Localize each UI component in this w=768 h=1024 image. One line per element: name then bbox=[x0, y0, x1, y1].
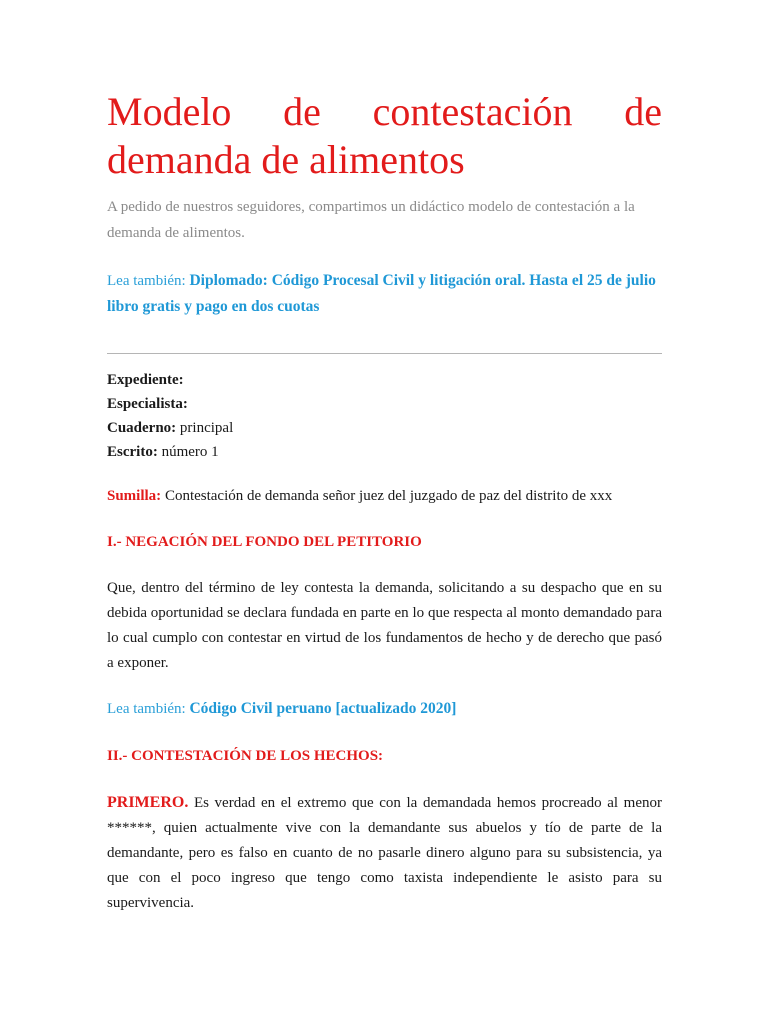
sumilla-row bbox=[107, 484, 662, 508]
sumilla-label: Sumilla: bbox=[107, 488, 162, 504]
title-word: de bbox=[624, 89, 662, 134]
section-2-heading: II.- CONTESTACIÓN DE LOS HECHOS: bbox=[107, 748, 384, 764]
escrito-value: número 1 bbox=[157, 444, 219, 460]
section-2-primero bbox=[107, 790, 662, 916]
title-line-1 bbox=[107, 88, 662, 136]
primero-body: Es verdad en el extremo que con la demandada hemos procreado al menor ******, quien actualmente vive con la demandante sus abuelos y tío de parte de la demandante, pero es falso en cuanto de no pasarle dinero alguno para su subsistencia, ya que con el poco ingreso que tengo como taxista independiente le asisto para su supervivencia. bbox=[107, 795, 662, 911]
section-1-body: Que, dentro del término de ley contesta la demanda, solicitando a su despacho que en su debida oportunidad se declara fundada en parte en lo que respecta al monto demandado para lo cual cumplo con contestar en virtud de los fundamentos de hecho y de derecho que pasó a exponer. bbox=[107, 580, 662, 671]
cuaderno-label: Cuaderno: bbox=[107, 420, 177, 436]
cuaderno-row bbox=[107, 416, 662, 440]
escrito-label: Escrito: bbox=[107, 444, 158, 460]
escrito-row bbox=[107, 440, 662, 464]
cuaderno-value: principal bbox=[176, 420, 234, 436]
title-line-2: demanda de alimentos bbox=[107, 137, 465, 182]
expediente-row bbox=[107, 368, 662, 392]
primero-label: PRIMERO. bbox=[107, 794, 189, 811]
see-also-link-codigo-civil[interactable]: Código Civil peruano [actualizado 2020] bbox=[189, 700, 457, 717]
section-1-heading: I.- NEGACIÓN DEL FONDO DEL PETITORIO bbox=[107, 534, 422, 550]
see-also-link-diplomado[interactable]: Diplomado: Código Procesal Civil y litigación oral. Hasta el 25 de julio libro gratis y pago en dos cuotas bbox=[107, 272, 656, 315]
document-title bbox=[107, 88, 662, 184]
case-metadata bbox=[107, 368, 662, 464]
especialista-label: Especialista: bbox=[107, 396, 188, 412]
see-also-lead: Lea también: bbox=[107, 273, 190, 289]
expediente-label: Expediente: bbox=[107, 372, 184, 388]
see-also-lead: Lea también: bbox=[107, 701, 190, 717]
sumilla-value: Contestación de demanda señor juez del juzgado de paz del distrito de xxx bbox=[161, 488, 613, 504]
see-also-1 bbox=[107, 268, 662, 320]
divider bbox=[107, 353, 662, 354]
see-also-2 bbox=[107, 696, 662, 722]
document-page bbox=[107, 88, 662, 916]
title-word: contestación bbox=[372, 89, 573, 134]
intro-paragraph: A pedido de nuestros seguidores, compartimos un didáctico modelo de contestación a la demanda de alimentos. bbox=[107, 199, 635, 241]
title-word: Modelo bbox=[107, 89, 232, 134]
title-word: de bbox=[283, 89, 321, 134]
especialista-row bbox=[107, 392, 662, 416]
